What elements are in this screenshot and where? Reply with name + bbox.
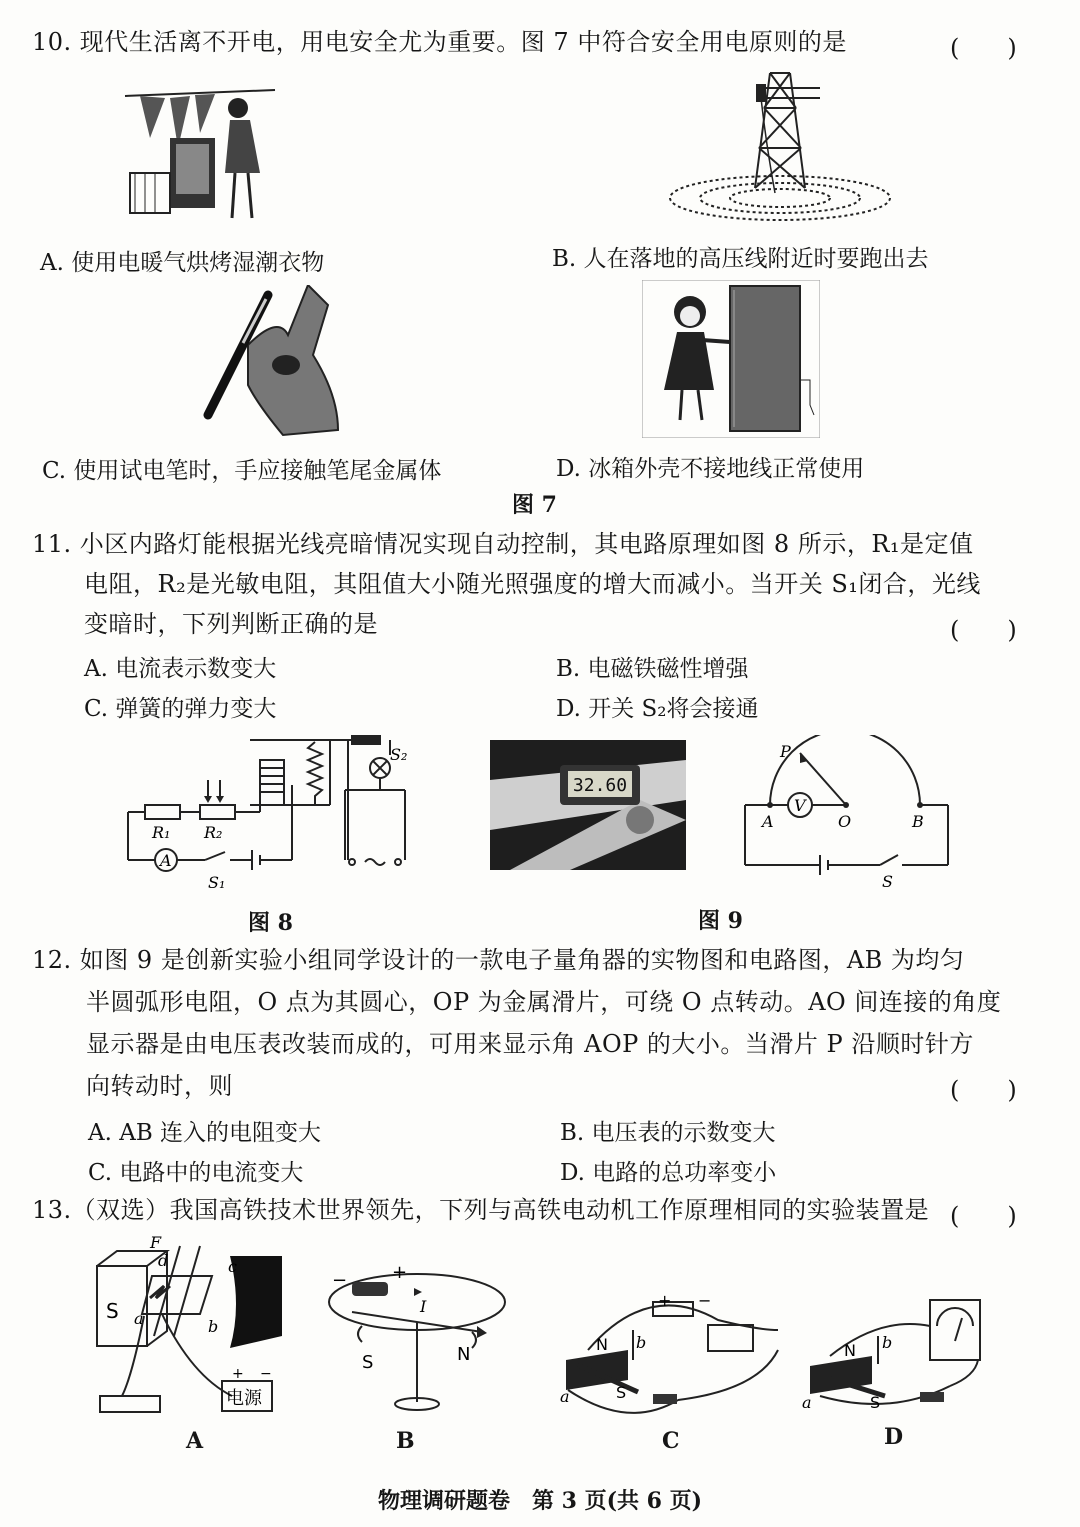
q13-c-label-n: N: [596, 1335, 608, 1354]
fig9-label-b: B: [912, 812, 924, 831]
q11-stem-line-2: 电阻，R₂是光敏电阻，其阻值大小随光照强度的增大而减小。当开关 S₁闭合，光线: [84, 570, 981, 598]
fig7-b-power-tower: [660, 68, 900, 228]
q13-a-label-d: d: [158, 1251, 169, 1270]
fig7-a-heater-clothes: [120, 78, 280, 228]
q11-answer-paren: ( ): [950, 616, 1017, 644]
page-footer: 物理调研题卷 第 3 页(共 6 页): [377, 1488, 703, 1514]
q11-option-d: D. 开关 S₂将会接通: [556, 696, 759, 722]
fig8-label-s2: S₂: [390, 745, 408, 764]
q13-c-label-b: b: [636, 1333, 647, 1352]
q13-fig-letter-b: B: [396, 1428, 415, 1454]
fig8-label-s1: S₁: [208, 873, 226, 892]
q13-b-label-i: I: [420, 1297, 427, 1316]
q13-a-label-plus: +: [232, 1366, 244, 1382]
fig8-label-r1: R₁: [152, 823, 171, 842]
q13-b-label-minus: −: [332, 1270, 348, 1291]
q13-d-label-b: b: [882, 1333, 893, 1352]
q11-option-c: C. 弹簧的弹力变大: [84, 696, 277, 722]
q10-option-a: A. 使用电暖气烘烤湿潮衣物: [40, 250, 325, 276]
q10-option-b: B. 人在落地的高压线附近时要跑出去: [552, 246, 929, 272]
q11-stem-line-1: 11. 小区内路灯能根据光线亮暗情况实现自动控制，其电路原理如图 8 所示，R₁是定值: [32, 530, 974, 558]
fig9-display-reading: 32.60: [572, 775, 628, 796]
q13-c-label-s: S: [616, 1383, 627, 1402]
fig8-caption: 图 8: [248, 910, 293, 936]
q13-d-label-n: N: [844, 1341, 856, 1360]
q13-a-label-s: S: [106, 1299, 119, 1323]
q11-option-b: B. 电磁铁磁性增强: [556, 656, 749, 682]
q13-answer-paren: ( ): [950, 1202, 1017, 1230]
q12-stem-line-4: 向转动时，则: [86, 1072, 233, 1100]
q12-option-c: C. 电路中的电流变大: [88, 1160, 304, 1186]
q10-option-c: C. 使用试电笔时，手应接触笔尾金属体: [42, 458, 442, 484]
fig9-label-a: A: [762, 812, 774, 831]
q13-fig-a-motor: [92, 1236, 302, 1426]
q12-stem-line-2: 半圆弧形电阻，O 点为其圆心，OP 为金属滑片，可绕 O 点转动。AO 间连接的角度: [86, 988, 1002, 1016]
fig9-label-p: P: [780, 742, 791, 761]
q13-a-label-minus: −: [260, 1366, 272, 1382]
q13-fig-letter-d: D: [884, 1424, 904, 1450]
fig8-label-r2: R₂: [204, 823, 223, 842]
q13-fig-c-rails: [558, 1290, 798, 1430]
fig9-protractor-photo: [490, 740, 686, 870]
q13-c-label-minus: −: [698, 1291, 712, 1310]
fig8-relay-circuit: [120, 730, 420, 900]
q13-b-label-n: N: [457, 1344, 471, 1365]
q13-fig-letter-a: A: [186, 1428, 204, 1454]
fig9-label-s: S: [882, 872, 893, 890]
q13-a-label-b: b: [208, 1317, 219, 1336]
fig7-caption: 图 7: [512, 492, 557, 518]
q10-stem: 10. 现代生活离不开电，用电安全尤为重要。图 7 中符合安全用电原则的是: [32, 28, 847, 56]
q12-option-a: A. AB 连入的电阻变大: [88, 1120, 322, 1146]
q13-a-label-c: c: [228, 1257, 237, 1276]
q12-stem-line-1: 12. 如图 9 是创新实验小组同学设计的一款电子量角器的实物图和电路图，AB 为均匀: [32, 946, 965, 974]
fig7-c-test-pen: [188, 285, 358, 445]
q12-option-b: B. 电压表的示数变大: [560, 1120, 776, 1146]
q13-b-label-s: S: [362, 1352, 374, 1373]
q13-a-label-a: a: [134, 1309, 144, 1328]
q12-stem-line-3: 显示器是由电压表改装而成的，可用来显示角 AOP 的大小。当滑片 P 沿顺时针方: [86, 1030, 974, 1058]
q13-fig-d-galvanometer: [800, 1296, 990, 1426]
q13-fig-b-oersted: [322, 1262, 512, 1422]
q13-a-label-power: 电源: [226, 1388, 262, 1409]
q12-answer-paren: ( ): [950, 1076, 1017, 1104]
q13-d-label-s: S: [870, 1393, 881, 1412]
q11-option-a: A. 电流表示数变大: [84, 656, 277, 682]
q13-stem: 13.（双选）我国高铁技术世界领先，下列与高铁电动机工作原理相同的实验装置是: [32, 1196, 930, 1224]
q13-b-label-plus: +: [392, 1262, 408, 1283]
q12-option-d: D. 电路的总功率变小: [560, 1160, 777, 1186]
fig7-d-fridge: [642, 280, 820, 438]
fig9-label-v: V: [794, 796, 806, 815]
q10-answer-paren: ( ): [950, 34, 1017, 62]
q11-stem-line-3: 变暗时，下列判断正确的是: [84, 610, 378, 638]
q13-c-label-a: a: [560, 1387, 570, 1406]
q13-d-label-a: a: [802, 1393, 812, 1412]
q13-fig-letter-c: C: [662, 1428, 680, 1454]
fig9-circuit: [740, 735, 960, 890]
q10-option-d: D. 冰箱外壳不接地线正常使用: [556, 456, 865, 482]
fig8-label-ammeter: A: [160, 851, 172, 870]
q13-a-label-f: F: [150, 1236, 162, 1252]
fig9-caption: 图 9: [698, 908, 743, 934]
q13-c-label-plus: +: [658, 1291, 672, 1310]
fig9-label-o: O: [838, 812, 852, 831]
